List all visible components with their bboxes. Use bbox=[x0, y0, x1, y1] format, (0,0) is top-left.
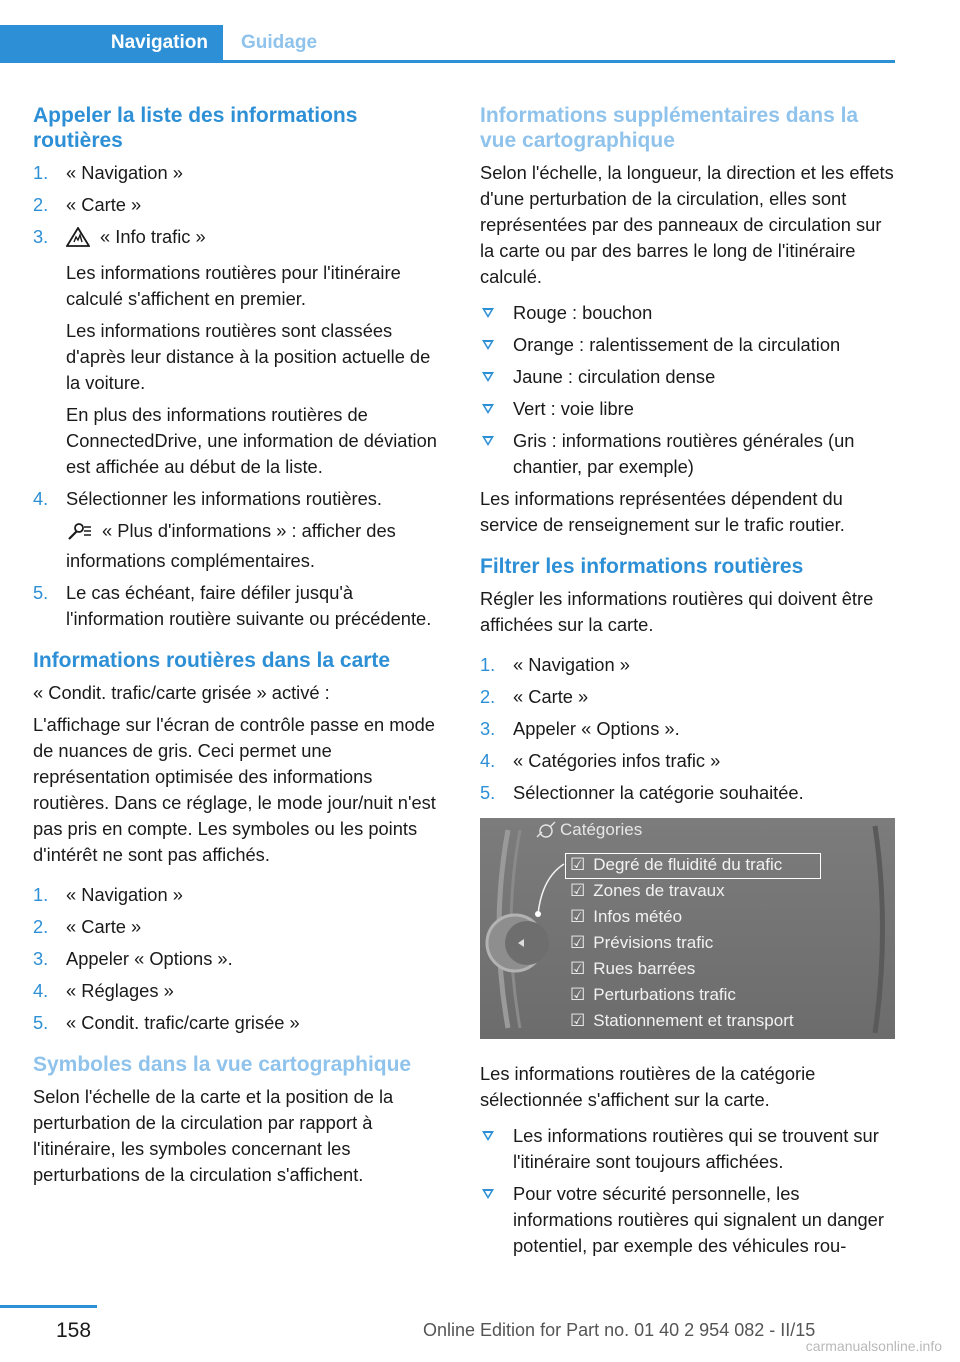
idrive-screen-image bbox=[480, 818, 895, 1039]
list-item: Les informations routières qui se trouvent sur l'itinéraire sont toujours affichées. bbox=[480, 1123, 896, 1175]
bullet-triangle-icon bbox=[482, 436, 494, 446]
list-item: 5. Sélectionner la catégorie souhaitée. bbox=[480, 782, 804, 803]
check-icon: ☑ bbox=[570, 881, 586, 900]
list-item: Vert : voie libre bbox=[480, 396, 896, 422]
list-item: 1. « Navigation » bbox=[33, 884, 183, 905]
section-title-filtrer: Filtrer les informations routières bbox=[480, 555, 804, 578]
list-item: 3. Appeler « Options ». bbox=[33, 948, 233, 969]
more-info-wrench-icon bbox=[66, 521, 92, 548]
screen-item: ☑ Degré de fluidité du trafic bbox=[570, 855, 783, 874]
paragraph: Les informations routières de la catégorie sélectionnée s'affichent sur la carte. bbox=[480, 1063, 816, 1110]
paragraph: L'affichage sur l'écran de contrôle passe en mode de nuances de gris. Ceci permet une représentation optimisée des informations routières. Dans ce réglage, le mode jour/nuit n'est pas pris en compte. Les symboles ou les points d'intérêt ne sont pas affichés. bbox=[33, 714, 436, 865]
section-title-infos-supp: Informations supplémentaires dans la vue cartographique bbox=[480, 104, 859, 152]
list-item: Rouge : bouchon bbox=[480, 300, 896, 326]
tab-navigation: Navigation bbox=[0, 25, 223, 60]
page-number: 158 bbox=[56, 1319, 92, 1342]
screen-title: Catégories bbox=[560, 820, 643, 839]
list-item: 4. Sélectionner les informations routières. « Plus d'informations » : afficher des informations complémentaires. bbox=[33, 488, 396, 571]
screen-item: ☑ Perturbations trafic bbox=[570, 985, 736, 1004]
paragraph: « Condit. trafic/carte grisée » activé : bbox=[33, 682, 330, 703]
bullet-triangle-icon bbox=[482, 372, 494, 382]
warning-triangle-icon bbox=[66, 227, 90, 254]
screen-item: ☑ Infos météo bbox=[570, 907, 683, 926]
section-title-symboles: Symboles dans la vue cartographique bbox=[33, 1053, 412, 1076]
check-icon: ☑ bbox=[570, 855, 586, 874]
page-number-rule bbox=[0, 1305, 97, 1308]
list-item: 3. « Info trafic » Les informations routières pour l'itinéraire calculé s'affichent en premier. Les informations routières sont classées d'après leur distance à la position actuelle de la voiture. En plus des informations routières de ConnectedDrive, une information de déviation est affichée au début de la liste. bbox=[33, 226, 437, 477]
bullets-affichage bbox=[480, 1123, 896, 1259]
bullet-triangle-icon bbox=[482, 1131, 494, 1141]
controller-graphic bbox=[480, 818, 895, 1039]
header-rule bbox=[0, 60, 895, 63]
check-icon: ☑ bbox=[570, 959, 586, 978]
list-item: 4. « Catégories infos trafic » bbox=[480, 750, 721, 771]
watermark: carmanualsonline.info bbox=[805, 1338, 942, 1354]
list-item: 3. Appeler « Options ». bbox=[480, 718, 680, 739]
bullet-triangle-icon bbox=[482, 340, 494, 350]
list-item: Jaune : circulation dense bbox=[480, 364, 896, 390]
screen-item: ☑ Prévisions trafic bbox=[570, 933, 714, 952]
bullet-triangle-icon bbox=[482, 404, 494, 414]
check-icon: ☑ bbox=[570, 1011, 586, 1030]
list-item: 1. « Navigation » bbox=[480, 654, 630, 675]
list-item: 5. « Condit. trafic/carte grisée » bbox=[33, 1012, 300, 1033]
list-item: 4. « Réglages » bbox=[33, 980, 174, 1001]
list-item: 2. « Carte » bbox=[33, 194, 142, 215]
list-item: 2. « Carte » bbox=[480, 686, 589, 707]
header-tabbar bbox=[0, 25, 895, 63]
bullet-triangle-icon bbox=[482, 308, 494, 318]
edition-text: Online Edition for Part no. 01 40 2 954 082 - II/15 bbox=[423, 1320, 816, 1340]
steps-liste-infos bbox=[33, 160, 449, 632]
list-item: Orange : ralentissement de la circulation bbox=[480, 332, 896, 358]
paragraph: Selon l'échelle de la carte et la position de la perturbation de la circulation par rapport à l'itinéraire, les symboles concernant les perturbations de la circulation s'affichent. bbox=[33, 1086, 394, 1185]
paragraph: Régler les informations routières qui doivent être affichées sur la carte. bbox=[480, 588, 874, 635]
section-title-infos-carte: Informations routières dans la carte bbox=[33, 649, 391, 672]
paragraph: Les informations représentées dépendent du service de renseignement sur le trafic routier. bbox=[480, 488, 845, 535]
list-item: 5. Le cas échéant, faire défiler jusqu'à l'information routière suivante ou précédente. bbox=[33, 582, 432, 629]
section-title-liste-infos: Appeler la liste des informations routières bbox=[33, 104, 358, 152]
tab-guidage: Guidage bbox=[241, 31, 318, 53]
bullets-couleurs bbox=[480, 300, 896, 480]
list-item: Gris : informations routières générales (un chantier, par exemple) bbox=[480, 428, 896, 480]
screen-item: ☑ Zones de travaux bbox=[570, 881, 725, 900]
check-icon: ☑ bbox=[570, 985, 586, 1004]
steps-filtrer bbox=[480, 652, 896, 806]
list-item: 2. « Carte » bbox=[33, 916, 142, 937]
check-icon: ☑ bbox=[570, 933, 586, 952]
paragraph: Selon l'échelle, la longueur, la direction et les effets d'une perturbation de la circulation, elles sont représentées par des panneaux de circulation sur la carte ou par des barres le long de l'itinéraire calculé. bbox=[480, 162, 894, 287]
list-item: Pour votre sécurité personnelle, les informations routières qui signalent un danger potentiel, par exemple des véhicules rou- bbox=[480, 1181, 896, 1259]
bullet-triangle-icon bbox=[482, 1189, 494, 1199]
screen-item: ☑ Stationnement et transport bbox=[570, 1011, 794, 1030]
steps-condit-trafic bbox=[33, 882, 449, 1036]
right-column bbox=[480, 103, 896, 1265]
screen-item: ☑ Rues barrées bbox=[570, 959, 696, 978]
list-item: 1. « Navigation » bbox=[33, 162, 183, 183]
check-icon: ☑ bbox=[570, 907, 586, 926]
left-column bbox=[33, 103, 449, 1194]
